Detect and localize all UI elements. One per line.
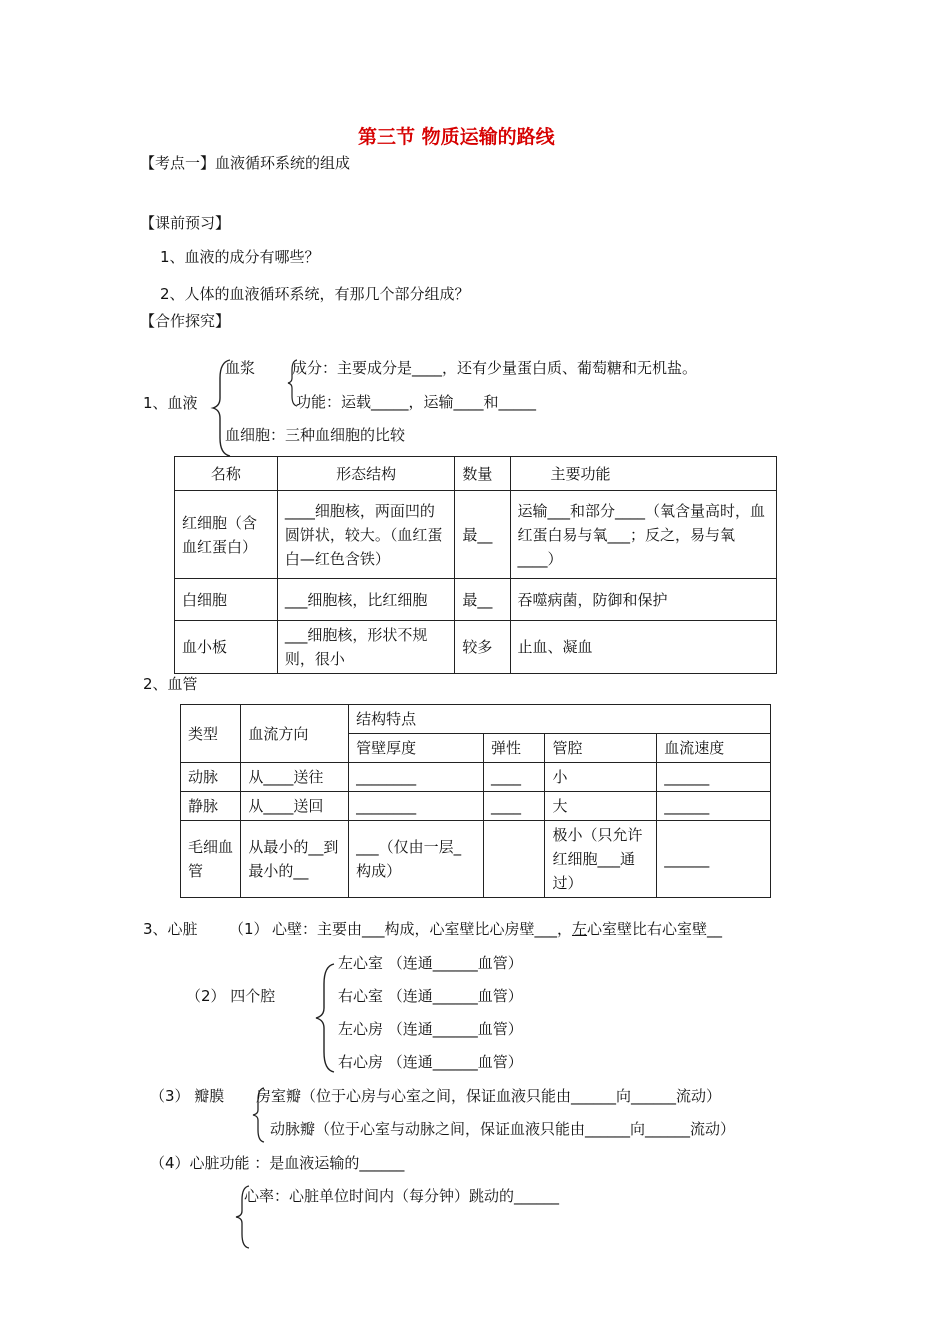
header-structure-features: 结构特点 (349, 705, 771, 734)
header-speed: 血流速度 (657, 734, 771, 763)
preview-heading: 【课前预习】 (140, 214, 231, 232)
plasma-function: 功能：运载_____，运输____和_____ (296, 393, 537, 411)
chamber-item: 右心室 （连通______血管） (338, 987, 523, 1005)
table-cell: 大 (545, 792, 657, 821)
plasma-label: 血浆 (225, 359, 256, 377)
heart-wall-line (272, 919, 722, 939)
blood-cell-table (174, 456, 777, 674)
vessel-table (180, 704, 771, 898)
header-wall: 管壁厚度 (349, 734, 484, 763)
heart-wall-number: （1） (229, 920, 269, 938)
table-cell: 止血、凝血 (510, 621, 776, 674)
question-1: 1、血液的成分有哪些？ (160, 248, 320, 266)
header-elastic: 弹性 (484, 734, 545, 763)
table-cell: 运输___和部分____（氧含量高时，血红蛋白易与氧___；反之，易与氧____） (510, 491, 776, 579)
header-structure: 形态结构 (277, 457, 455, 491)
table-cell: 静脉 (181, 792, 241, 821)
table-cell: 最__ (455, 491, 510, 579)
header-count: 数量 (455, 457, 510, 491)
chamber-item: 左心室 （连通______血管） (338, 954, 523, 972)
blood-cells-line: 血细胞：三种血细胞的比较 (225, 426, 406, 444)
valve-arterial: 动脉瓣（位于心室与动脉之间，保证血液只能由______向______流动） (270, 1120, 736, 1138)
header-function: 主要功能 (510, 457, 776, 491)
heart-function: （4）心脏功能 ：是血液运输的______ (150, 1154, 405, 1172)
table-cell: ___细胞核，形状不规则，很小 (277, 621, 455, 674)
table-cell: 极小（只允许红细胞___通过） (545, 821, 657, 898)
table-cell: 较多 (455, 621, 510, 674)
table-cell: 从____送往 (241, 763, 349, 792)
table-cell: ______ (657, 792, 771, 821)
heart-rate: 心率：心脏单位时间内（每分钟）跳动的______ (244, 1187, 560, 1205)
table-cell: 从最小的__到最小的__ (241, 821, 349, 898)
heart-wall-rest: 心室壁比右心室壁__ (587, 920, 723, 938)
table-cell: ________ (349, 792, 484, 821)
header-lumen: 管腔 (545, 734, 657, 763)
heart-wall-left: 左 (572, 920, 588, 938)
table-cell: 最__ (455, 579, 510, 621)
chambers-label: （2） 四个腔 (186, 987, 276, 1005)
heart-wall-text: 心壁：主要由___构成，心室壁比心房壁___， (272, 920, 573, 938)
chambers-brace (312, 962, 338, 1074)
exam-point-heading: 【考点一】血液循环系统的组成 (140, 154, 351, 172)
table-cell: ____ (484, 792, 545, 821)
heart-label: 3、心脏 (143, 920, 198, 938)
table-cell: ________ (349, 763, 484, 792)
table-cell: 小 (545, 763, 657, 792)
table-cell: ______ (657, 821, 771, 898)
header-direction: 血流方向 (241, 705, 349, 763)
table-cell: ______ (657, 763, 771, 792)
chamber-item: 左心房 （连通______血管） (338, 1020, 523, 1038)
valves-label: （3） 瓣膜 (150, 1087, 225, 1105)
blood-label: 1、血液 (143, 394, 198, 412)
question-2: 2、人体的血液循环系统，有那几个部分组成？ (160, 285, 470, 303)
table-cell: 动脉 (181, 763, 241, 792)
chamber-item: 右心房 （连通______血管） (338, 1053, 523, 1071)
vessel-label: 2、血管 (143, 675, 198, 693)
header-type: 类型 (181, 705, 241, 763)
table-cell: 红细胞（含血红蛋白） (175, 491, 278, 579)
table-cell (484, 821, 545, 898)
valve-atrioventricular: 房室瓣（位于心房与心室之间，保证血液只能由______向______流动） (256, 1087, 722, 1105)
table-cell: 吞噬病菌，防御和保护 (510, 579, 776, 621)
table-cell: ____ (484, 763, 545, 792)
table-cell: ____细胞核，两面凹的圆饼状，较大。（血红蛋白—红色含铁） (277, 491, 455, 579)
page-title: 第三节 物质运输的路线 (358, 126, 555, 148)
explore-heading: 【合作探究】 (140, 312, 231, 330)
header-name: 名称 (175, 457, 278, 491)
table-cell: 从____送回 (241, 792, 349, 821)
table-cell: 白细胞 (175, 579, 278, 621)
table-cell: 血小板 (175, 621, 278, 674)
table-cell: ___（仅由一层_构成） (349, 821, 484, 898)
table-cell: ___细胞核，比红细胞 (277, 579, 455, 621)
table-cell: 毛细血管 (181, 821, 241, 898)
plasma-composition: 成分：主要成分是____，还有少量蛋白质、葡萄糖和无机盐。 (292, 359, 698, 377)
